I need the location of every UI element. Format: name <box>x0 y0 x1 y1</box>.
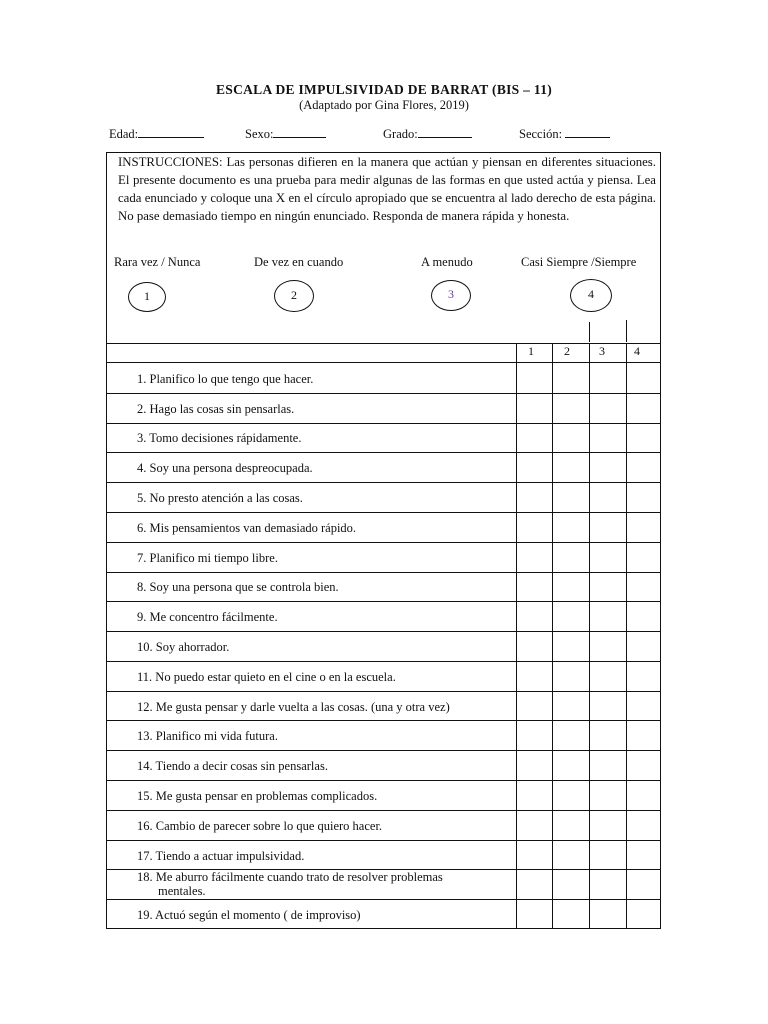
item-text <box>137 670 507 684</box>
answer-cell-1[interactable] <box>517 513 552 541</box>
column-header-3: 3 <box>599 344 605 358</box>
answer-cell-1[interactable] <box>517 721 552 749</box>
answer-cell-2[interactable] <box>553 900 589 928</box>
item-text <box>137 402 507 416</box>
section-blank[interactable] <box>565 126 610 138</box>
answer-cell-3[interactable] <box>590 573 626 601</box>
answer-cell-2[interactable] <box>553 870 589 898</box>
answer-cell-4[interactable] <box>627 364 661 392</box>
answer-cell-3[interactable] <box>590 483 626 511</box>
column-header-2: 2 <box>564 344 570 358</box>
table-top-border <box>106 343 661 344</box>
answer-cell-1[interactable] <box>517 751 552 779</box>
form-subtitle: (Adaptado por Gina Flores, 2019) <box>299 98 469 112</box>
item-text-line: 17. Tiendo a actuar impulsividad. <box>137 849 305 863</box>
answer-cell-1[interactable] <box>517 632 552 660</box>
item-text <box>137 372 507 386</box>
answer-cell-1[interactable] <box>517 692 552 720</box>
tick-mark <box>589 322 590 342</box>
sex-blank[interactable] <box>273 126 326 138</box>
answer-cell-3[interactable] <box>590 692 626 720</box>
answer-cell-1[interactable] <box>517 870 552 898</box>
answer-cell-1[interactable] <box>517 602 552 630</box>
answer-cell-3[interactable] <box>590 781 626 809</box>
answer-cell-3[interactable] <box>590 453 626 481</box>
answer-cell-4[interactable] <box>627 692 661 720</box>
instructions-text: INSTRUCCIONES: Las personas difieren en la manera que actúan y piensan en diferentes situaciones. El presente documento es una prueba para medir algunas de las formas en que usted actúa y piensa. Lea cada enunciado y coloque una X en el círculo apropiado que se encuentra al lado derecho de esta página. No pase demasiado tiempo en ningún enunciado. Responda de manera rápida y honesta. <box>118 155 656 224</box>
item-text <box>137 759 507 773</box>
answer-cell-3[interactable] <box>590 602 626 630</box>
item-text <box>137 580 507 594</box>
answer-cell-3[interactable] <box>590 632 626 660</box>
answer-cell-2[interactable] <box>553 662 589 690</box>
answer-cell-4[interactable] <box>627 394 661 422</box>
answer-cell-4[interactable] <box>627 483 661 511</box>
item-text-line: 18. Me aburro fácilmente cuando trato de resolver problemas <box>137 870 443 884</box>
item-text <box>137 521 507 535</box>
answer-cell-4[interactable] <box>627 453 661 481</box>
item-text-line: 11. No puedo estar quieto en el cine o en la escuela. <box>137 670 396 684</box>
answer-cell-2[interactable] <box>553 424 589 452</box>
item-text-line: 9. Me concentro fácilmente. <box>137 610 278 624</box>
grade-field[interactable] <box>383 126 472 142</box>
answer-cell-2[interactable] <box>553 543 589 571</box>
answer-cell-2[interactable] <box>553 602 589 630</box>
answer-cell-4[interactable] <box>627 602 661 630</box>
sex-field[interactable] <box>245 126 326 142</box>
item-text-line: 8. Soy una persona que se controla bien. <box>137 580 339 594</box>
item-text <box>137 819 507 833</box>
answer-cell-2[interactable] <box>553 364 589 392</box>
answer-cell-3[interactable] <box>590 751 626 779</box>
answer-cell-1[interactable] <box>517 364 552 392</box>
answer-cell-2[interactable] <box>553 692 589 720</box>
answer-cell-4[interactable] <box>627 543 661 571</box>
tick-mark <box>626 320 627 342</box>
answer-cell-4[interactable] <box>627 662 661 690</box>
answer-cell-4[interactable] <box>627 573 661 601</box>
answer-cell-2[interactable] <box>553 513 589 541</box>
answer-cell-2[interactable] <box>553 811 589 839</box>
answer-cell-4[interactable] <box>627 721 661 749</box>
answer-cell-1[interactable] <box>517 543 552 571</box>
answer-cell-1[interactable] <box>517 900 552 928</box>
age-field[interactable] <box>109 126 204 142</box>
section-field[interactable] <box>519 126 610 142</box>
answer-cell-2[interactable] <box>553 632 589 660</box>
answer-cell-1[interactable] <box>517 662 552 690</box>
item-text-line: 10. Soy ahorrador. <box>137 640 230 654</box>
item-text-line: 16. Cambio de parecer sobre lo que quiero hacer. <box>137 819 383 833</box>
answer-cell-3[interactable] <box>590 721 626 749</box>
age-label: Edad: <box>109 127 139 141</box>
column-header-4: 4 <box>634 344 640 358</box>
header-bottom-border <box>106 362 661 363</box>
scale-label-3: A menudo <box>421 255 473 269</box>
scale-label-1: Rara vez / Nunca <box>114 255 201 269</box>
item-text <box>137 640 507 654</box>
section-label: Sección: <box>519 127 566 141</box>
item-text-line: 19. Actuó según el momento ( de improviso) <box>137 908 361 922</box>
answer-cell-2[interactable] <box>553 751 589 779</box>
answer-cell-2[interactable] <box>553 394 589 422</box>
answer-cell-1[interactable] <box>517 453 552 481</box>
answer-cell-2[interactable] <box>553 841 589 869</box>
answer-cell-4[interactable] <box>627 900 661 928</box>
item-text-line: 4. Soy una persona despreocupada. <box>137 461 313 475</box>
item-text <box>137 729 507 743</box>
item-text-line: 12. Me gusta pensar y darle vuelta a las cosas. (una y otra vez) <box>137 700 450 714</box>
answer-cell-2[interactable] <box>553 781 589 809</box>
answer-cell-2[interactable] <box>553 453 589 481</box>
answer-cell-2[interactable] <box>553 573 589 601</box>
item-text-line: 2. Hago las cosas sin pensarlas. <box>137 402 295 416</box>
answer-cell-4[interactable] <box>627 632 661 660</box>
form-title: ESCALA DE IMPULSIVIDAD DE BARRAT (BIS – 11) <box>215 82 553 97</box>
answer-cell-1[interactable] <box>517 781 552 809</box>
grade-label: Grado: <box>383 127 418 141</box>
answer-cell-3[interactable] <box>590 870 626 898</box>
column-header-1: 1 <box>528 344 534 358</box>
answer-cell-4[interactable] <box>627 513 661 541</box>
age-blank[interactable] <box>138 126 204 138</box>
answer-cell-1[interactable] <box>517 424 552 452</box>
item-text <box>137 431 507 445</box>
scale-label-4: Casi Siempre /Siempre <box>521 255 637 269</box>
scale-circle-3[interactable]: 3 <box>431 280 471 311</box>
answer-cell-4[interactable] <box>627 841 661 869</box>
scale-circle-1[interactable]: 1 <box>128 282 166 312</box>
answer-cell-1[interactable] <box>517 483 552 511</box>
answer-cell-3[interactable] <box>590 811 626 839</box>
item-text <box>137 491 507 505</box>
answer-cell-4[interactable] <box>627 811 661 839</box>
item-text <box>137 610 507 624</box>
sex-label: Sexo: <box>245 127 274 141</box>
answer-cell-3[interactable] <box>590 394 626 422</box>
item-text-line: 15. Me gusta pensar en problemas complicados. <box>137 789 378 803</box>
scale-label-2: De vez en cuando <box>254 255 344 269</box>
scale-circle-4[interactable]: 4 <box>570 279 612 312</box>
item-text-line: 3. Tomo decisiones rápidamente. <box>137 431 302 445</box>
answer-cell-4[interactable] <box>627 870 661 898</box>
item-text-line: 6. Mis pensamientos van demasiado rápido. <box>137 521 357 535</box>
answer-cell-3[interactable] <box>590 424 626 452</box>
item-text <box>137 849 507 863</box>
answer-cell-1[interactable] <box>517 573 552 601</box>
answer-cell-4[interactable] <box>627 424 661 452</box>
answer-cell-2[interactable] <box>553 483 589 511</box>
answer-cell-4[interactable] <box>627 781 661 809</box>
scale-circle-2[interactable]: 2 <box>274 280 314 312</box>
item-text <box>137 551 507 565</box>
answer-cell-2[interactable] <box>553 721 589 749</box>
answer-cell-1[interactable] <box>517 811 552 839</box>
item-text-line: 7. Planifico mi tiempo libre. <box>137 551 278 565</box>
grade-blank[interactable] <box>418 126 472 138</box>
answer-cell-3[interactable] <box>590 841 626 869</box>
answer-cell-3[interactable] <box>590 364 626 392</box>
item-text-line: 1. Planifico lo que tengo que hacer. <box>137 372 314 386</box>
answer-cell-3[interactable] <box>590 662 626 690</box>
item-text <box>137 461 507 475</box>
item-text <box>137 870 507 898</box>
answer-cell-3[interactable] <box>590 543 626 571</box>
answer-cell-1[interactable] <box>517 841 552 869</box>
item-text <box>137 700 507 714</box>
item-text <box>137 789 507 803</box>
item-text <box>137 908 507 922</box>
item-text-line: 13. Planifico mi vida futura. <box>137 729 278 743</box>
item-text-line: 5. No presto atención a las cosas. <box>137 491 303 505</box>
answer-cell-3[interactable] <box>590 900 626 928</box>
item-text-line: 14. Tiendo a decir cosas sin pensarlas. <box>137 759 328 773</box>
item-text-line: mentales. <box>158 884 206 898</box>
answer-cell-4[interactable] <box>627 751 661 779</box>
answer-cell-1[interactable] <box>517 394 552 422</box>
answer-cell-3[interactable] <box>590 513 626 541</box>
